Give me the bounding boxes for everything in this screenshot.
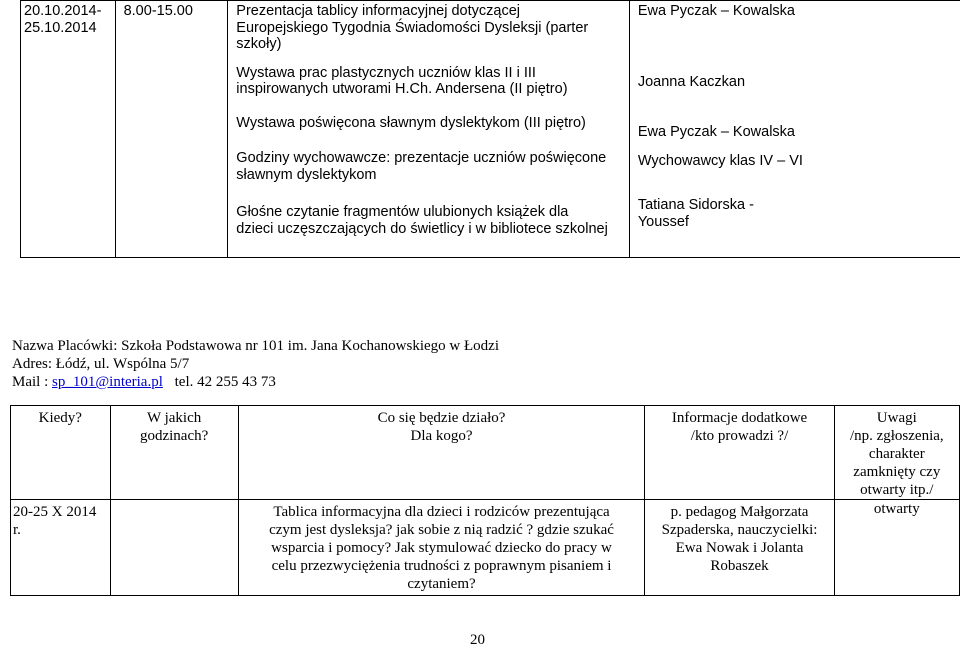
header-hours: W jakich godzinach? (110, 406, 238, 500)
school-name: Nazwa Placówki: Szkoła Podstawowa nr 101 im. Jana Kochanowskiego w Łodzi (12, 338, 499, 354)
header-when: Kiedy? (11, 406, 111, 500)
table-row (11, 500, 960, 596)
date-range: 20.10.2014- 25.10.2014 (24, 3, 102, 36)
header-info: Informacje dodatkowe /kto prowadzi ?/ (645, 406, 834, 500)
event-5-person: Tatiana Sidorska - Youssef (637, 197, 754, 230)
persons-cell (629, 1, 960, 258)
hours-range: 8.00-15.00 (123, 3, 193, 19)
event-3-text: Wystawa poświęcona sławnym dyslektykom (III piętro) (236, 114, 586, 131)
page-number: 20 (470, 632, 485, 648)
event-1-person: Ewa Pyczak – Kowalska (637, 3, 795, 19)
phone-number: tel. 42 255 43 73 (174, 374, 276, 390)
event-2-text: Wystawa prac plastycznych uczniów klas II i III inspirowanych utworami H.Ch. Andersena (II piętro) (236, 64, 568, 97)
school-contact (12, 373, 499, 391)
hours-cell (115, 1, 228, 258)
header-row (11, 406, 960, 500)
event-1-text: Prezentacja tablicy informacyjnej dotyczącej Europejskiego Tygodnia Świadomości Dysleksji (parter szkoły) (236, 3, 589, 52)
header-what: Co się będzie działo? Dla kogo? (238, 406, 645, 500)
event-3-person: Ewa Pyczak – Kowalska (637, 124, 795, 140)
header-notes: Uwagi /np. zgłoszenia, charakter zamknięty czy otwarty itp./ (834, 406, 959, 500)
event-4-person: Wychowawcy klas IV – VI (637, 152, 803, 169)
events-table (20, 0, 960, 258)
table-row (21, 1, 960, 258)
events-cell (228, 1, 630, 258)
mail-label: Mail : (12, 374, 52, 390)
event-4-text: Godziny wychowawcze: prezentacje uczniów poświęcone sławnym dyslektykom (236, 150, 607, 183)
school-address: Adres: Łódź, ul. Wspólna 5/7 (12, 356, 190, 372)
row-when: 20-25 X 2014 r. (11, 500, 111, 596)
mail-link[interactable]: sp_101@interia.pl (52, 374, 163, 390)
dates-cell (21, 1, 116, 258)
row-who: p. pedagog Małgorzata Szpaderska, nauczycielki: Ewa Nowak i Jolanta Robaszek (645, 500, 834, 596)
event-5-text: Głośne czytanie fragmentów ulubionych książek dla dzieci uczęszczających do świetlicy i w bibliotece szkolnej (236, 204, 608, 237)
form-table (10, 405, 960, 596)
school-info (12, 337, 499, 391)
event-2-person: Joanna Kaczkan (637, 73, 746, 90)
row-what: Tablica informacyjna dla dzieci i rodziców prezentująca czym jest dysleksja? jak sobie z nią radzić ? gdzie szukać wsparcia i pomocy? Jak stymulować dziecko do pracy w celu przezwyciężenia trudności z poprawnym pisaniem i czytaniem? (238, 500, 645, 596)
row-notes: otwarty (834, 500, 959, 596)
row-hours (110, 500, 238, 596)
